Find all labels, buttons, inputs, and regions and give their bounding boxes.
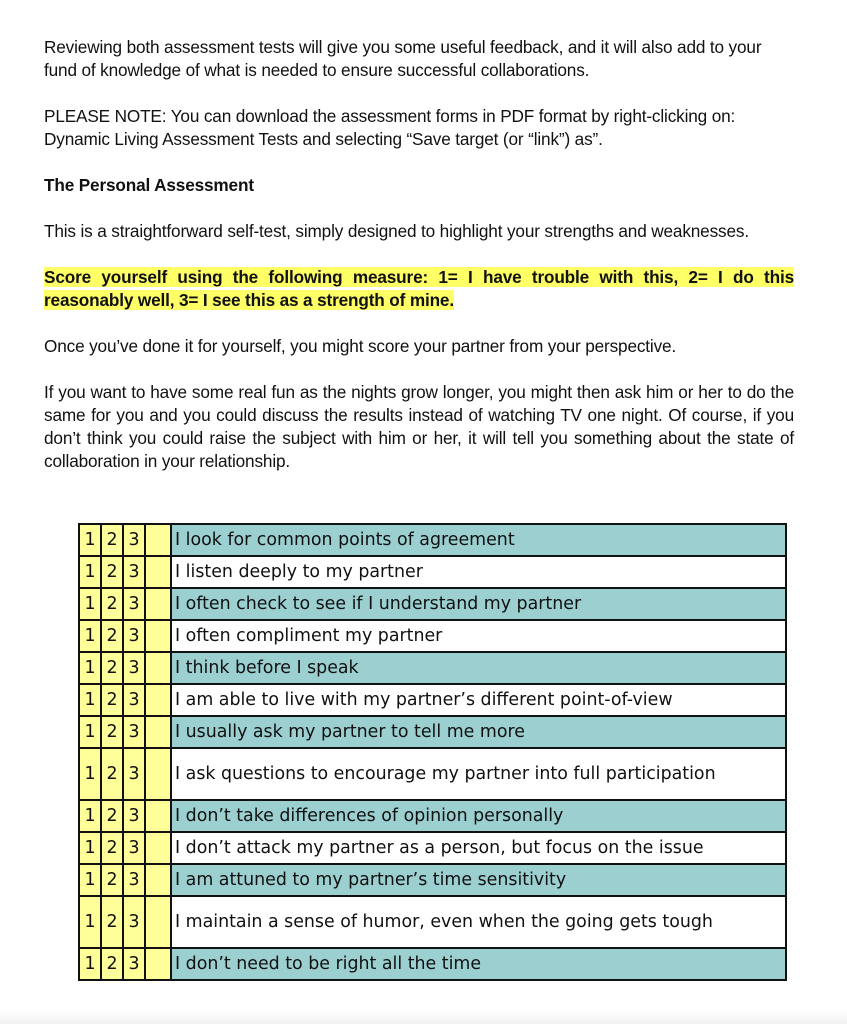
score-3-cell[interactable]: 3 [123,588,145,620]
score-3-cell[interactable]: 3 [123,832,145,864]
statement-cell [171,748,786,800]
score-1-cell[interactable]: 1 [79,896,101,948]
score-1-cell[interactable]: 1 [79,864,101,896]
statement-text: I am able to live with my partner’s different point-of-view [175,689,673,710]
statement-cell [171,524,786,556]
table-row [79,620,786,652]
statement-text: I often check to see if I understand my partner [175,593,582,614]
statement-cell [171,588,786,620]
table-row [79,748,786,800]
score-2-cell[interactable]: 2 [101,832,123,864]
statement-cell [171,948,786,980]
score-3-cell[interactable]: 3 [123,716,145,748]
scoring-instructions [44,266,794,312]
intro-paragraph: Reviewing both assessment tests will give you some useful feedback, and it will also add to your fund of knowledge of what is needed to ensure successful collaborations. [44,37,762,80]
statement-cell [171,684,786,716]
score-2-cell[interactable]: 2 [101,948,123,980]
assessment-table [78,523,787,981]
score-3-cell[interactable]: 3 [123,652,145,684]
answer-cell [145,832,171,864]
score-2-cell[interactable]: 2 [101,716,123,748]
statement-text: I usually ask my partner to tell me more [175,721,525,742]
score-2-cell[interactable]: 2 [101,620,123,652]
score-2-cell[interactable]: 2 [101,588,123,620]
self-test-description: This is a straightforward self-test, simply designed to highlight your strengths and weaknesses. [44,221,749,241]
table-row [79,896,786,948]
table-row [79,948,786,980]
discussion-paragraph: If you want to have some real fun as the nights grow longer, you might then ask him or her to do the same for you and you could discuss the results instead of watching TV one night. Of course, if you don’t think you could raise the subject with him or her, it will tell you something about the state of collaboration in your relationship. [44,382,794,471]
answer-cell [145,716,171,748]
document-body [44,36,794,473]
score-1-cell[interactable]: 1 [79,620,101,652]
statement-text: I ask questions to encourage my partner into full participation [175,763,716,784]
score-2-cell[interactable]: 2 [101,800,123,832]
answer-cell [145,652,171,684]
table-row [79,800,786,832]
table-row [79,588,786,620]
score-1-cell[interactable]: 1 [79,800,101,832]
score-3-cell[interactable]: 3 [123,556,145,588]
answer-cell [145,620,171,652]
score-1-cell[interactable]: 1 [79,524,101,556]
statement-cell [171,652,786,684]
answer-cell [145,800,171,832]
statement-text: I listen deeply to my partner [175,561,423,582]
statement-text: I maintain a sense of humor, even when the going gets tough [175,911,713,932]
statement-cell [171,832,786,864]
score-3-cell[interactable]: 3 [123,800,145,832]
score-2-cell[interactable]: 2 [101,524,123,556]
score-1-cell[interactable]: 1 [79,556,101,588]
score-2-cell[interactable]: 2 [101,864,123,896]
score-1-cell[interactable]: 1 [79,716,101,748]
table-row [79,556,786,588]
score-1-cell[interactable]: 1 [79,652,101,684]
score-3-cell[interactable]: 3 [123,948,145,980]
statement-cell [171,800,786,832]
page-bottom-edge [0,1010,847,1024]
statement-text: I don’t attack my partner as a person, but focus on the issue [175,837,704,858]
answer-cell [145,948,171,980]
score-2-cell[interactable]: 2 [101,684,123,716]
statement-text: I don’t need to be right all the time [175,953,482,974]
statement-cell [171,620,786,652]
score-2-cell[interactable]: 2 [101,652,123,684]
download-note: PLEASE NOTE: You can download the assessment forms in PDF format by right-clicking on: Dynamic Living Assessment Tests and selecting “Save target (or “link”) as”. [44,106,736,149]
statement-text: I don’t take differences of opinion personally [175,805,564,826]
statement-cell [171,556,786,588]
score-3-cell[interactable]: 3 [123,748,145,800]
answer-cell [145,524,171,556]
table-row [79,524,786,556]
score-2-cell[interactable]: 2 [101,896,123,948]
scoring-instructions-text: Score yourself using the following measure: 1= I have trouble with this, 2= I do this reasonably well, 3= I see this as a strength of mine. [44,267,794,310]
score-3-cell[interactable]: 3 [123,864,145,896]
answer-cell [145,748,171,800]
score-3-cell[interactable]: 3 [123,524,145,556]
score-1-cell[interactable]: 1 [79,948,101,980]
answer-cell [145,896,171,948]
statement-cell [171,896,786,948]
score-1-cell[interactable]: 1 [79,748,101,800]
answer-cell [145,864,171,896]
score-3-cell[interactable]: 3 [123,684,145,716]
statement-text: I think before I speak [175,657,359,678]
score-3-cell[interactable]: 3 [123,896,145,948]
score-2-cell[interactable]: 2 [101,556,123,588]
answer-cell [145,684,171,716]
table-row [79,864,786,896]
score-1-cell[interactable]: 1 [79,832,101,864]
statement-cell [171,864,786,896]
score-3-cell[interactable]: 3 [123,620,145,652]
score-1-cell[interactable]: 1 [79,684,101,716]
section-heading: The Personal Assessment [44,175,254,195]
table-row [79,684,786,716]
statement-text: I look for common points of agreement [175,529,515,550]
statement-text: I am attuned to my partner’s time sensitivity [175,869,567,890]
partner-scoring-paragraph: Once you’ve done it for yourself, you might score your partner from your perspective. [44,336,677,356]
table-row [79,716,786,748]
statement-text: I often compliment my partner [175,625,443,646]
score-1-cell[interactable]: 1 [79,588,101,620]
statement-cell [171,716,786,748]
answer-cell [145,588,171,620]
table-row [79,652,786,684]
score-2-cell[interactable]: 2 [101,748,123,800]
table-row [79,832,786,864]
answer-cell [145,556,171,588]
